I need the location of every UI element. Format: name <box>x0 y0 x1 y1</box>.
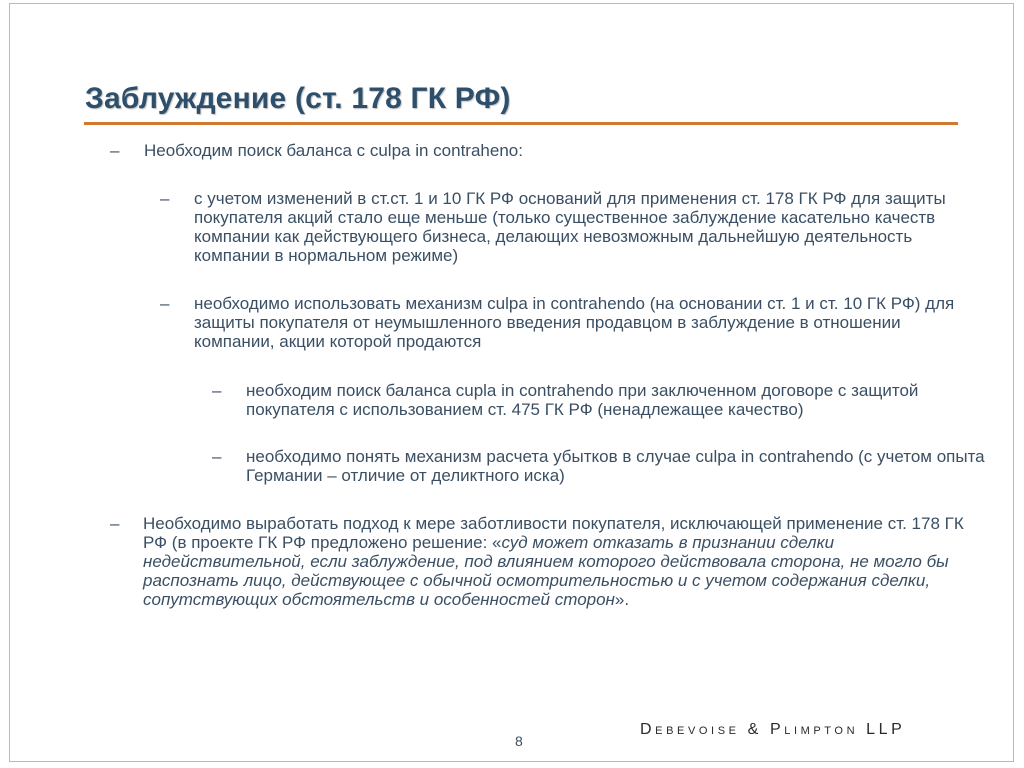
bullet-text: Необходим поиск баланса с culpa in contraheno: <box>144 141 523 160</box>
bullet-text-end: ». <box>614 590 630 609</box>
bullet-text: необходим поиск баланса cupla in contrahendo при заключенном договоре с защитой покупателя с использованием ст. 475 ГК РФ (ненадлежащее качество) <box>246 381 919 419</box>
bullet-level3 <box>212 447 992 485</box>
slide <box>9 3 1014 762</box>
bullet-level1 <box>110 514 990 609</box>
bullet-dash: – <box>212 447 222 466</box>
bullet-text-quote: суд может отказать в признании сделки недействительной, если заблуждение, под влиянием которого действовала сторона, не могло бы распознать лицо, действующее с обычной осмотрительностью и с учетом содержания сделки, сопутствующих обстоятельств и особенностей сторон <box>143 533 949 609</box>
bullet-level2 <box>160 189 980 265</box>
bullet-text <box>143 514 990 609</box>
bullet-text-plain: Необходимо выработать подход к мере заботливости покупателя, исключающей применение ст. 178 ГК РФ (в проекте ГК РФ предложено решение: « <box>143 514 964 552</box>
bullet-dash: – <box>160 189 170 208</box>
bullet-dash: – <box>160 294 170 313</box>
bullet-text: с учетом изменений в ст.ст. 1 и 10 ГК РФ оснований для применения ст. 178 ГК РФ для защиты покупателя акций стало еще меньше (только существенное заблуждение касательно качеств компании как действующего бизнеса, делающих невозможным дальнейшую деятельность компании в нормальном режиме) <box>194 189 946 265</box>
bullet-dash: – <box>110 514 120 533</box>
bullet-level3 <box>212 381 992 419</box>
slide-title: Заблуждение (ст. 178 ГК РФ) <box>85 82 511 115</box>
title-underline <box>84 122 958 125</box>
bullet-level2 <box>160 294 980 351</box>
bullet-text: необходимо использовать механизм culpa in contrahendo (на основании ст. 1 и ст. 10 ГК РФ) для защиты покупателя от неумышленного введения продавцом в заблуждение в отношении компании, акции которой продаются <box>194 294 955 351</box>
bullet-text: необходимо понять механизм расчета убытков в случае culpa in contrahendo (с учетом опыта Германии – отличие от деликтного иска) <box>246 447 985 485</box>
firm-logo-text: Debevoise & Plimpton LLP <box>640 721 906 738</box>
bullet-level1 <box>110 141 970 160</box>
page-number: 8 <box>515 733 523 749</box>
bullet-dash: – <box>110 141 120 160</box>
bullet-dash: – <box>212 381 222 400</box>
